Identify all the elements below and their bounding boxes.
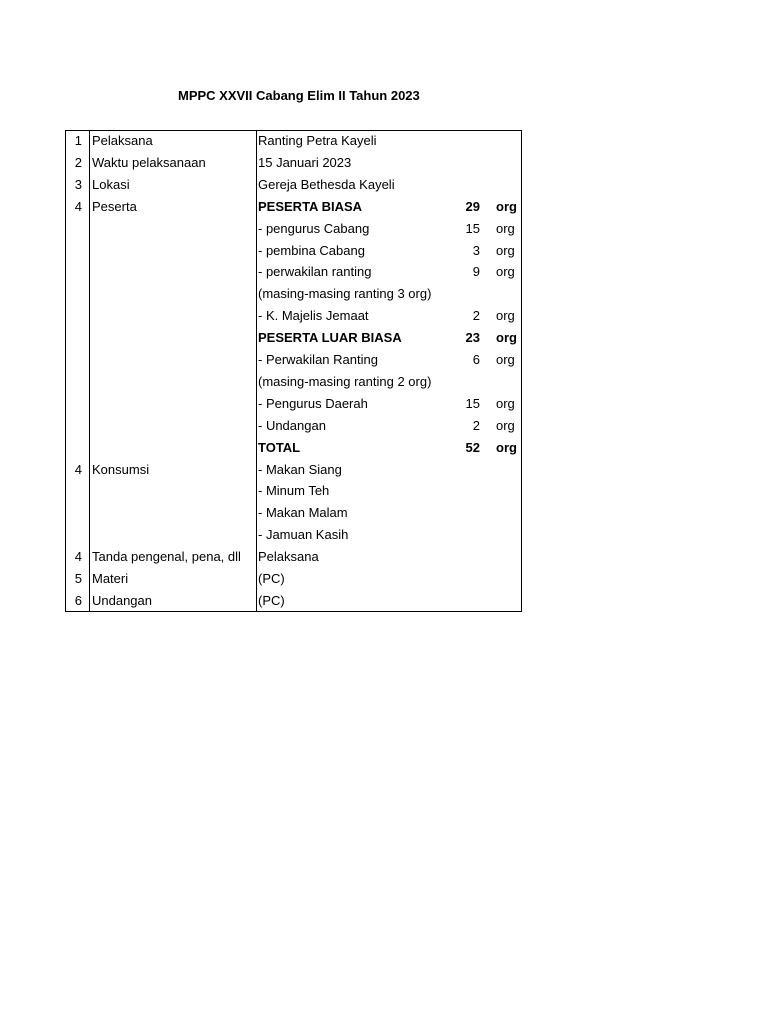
- table-row: [66, 240, 521, 262]
- detail-text: (PC): [258, 571, 285, 586]
- participant-count: 15: [465, 395, 480, 411]
- participant-count: 29: [465, 198, 480, 214]
- row-number: 1: [74, 133, 82, 148]
- table-row: [66, 437, 521, 459]
- row-number: 5: [74, 571, 82, 586]
- row-number: 6: [74, 592, 82, 608]
- table-row: [66, 459, 521, 481]
- detail-text: - Makan Siang: [258, 461, 342, 477]
- table-row: [66, 568, 521, 590]
- detail-text: - Undangan: [258, 417, 326, 433]
- item-label: Lokasi: [92, 176, 130, 192]
- participant-count: 9: [472, 264, 480, 280]
- table-row: [66, 480, 521, 502]
- detail-text: - Makan Malam: [258, 505, 348, 521]
- detail-text: - K. Majelis Jemaat: [258, 308, 369, 324]
- detail-text: - perwakilan ranting: [258, 264, 372, 280]
- row-number: 4: [74, 461, 82, 477]
- detail-text: (masing-masing ranting 3 org): [258, 286, 432, 302]
- participant-count: 6: [472, 352, 480, 367]
- item-label: Peserta: [92, 198, 137, 214]
- count-unit: org: [496, 439, 517, 455]
- table-row: [66, 524, 521, 546]
- row-number: 3: [74, 176, 82, 192]
- detail-text: - pengurus Cabang: [258, 220, 370, 236]
- item-label: Undangan: [92, 592, 152, 608]
- participant-count: 2: [472, 417, 480, 433]
- table-row: [66, 415, 521, 437]
- detail-text: TOTAL: [258, 439, 301, 455]
- item-label: Materi: [92, 571, 129, 586]
- table-row: [66, 393, 521, 415]
- item-label: Konsumsi: [92, 461, 150, 477]
- table-row: [66, 590, 521, 612]
- detail-text: - Perwakilan Ranting: [258, 352, 378, 367]
- detail-text: Pelaksana: [258, 549, 319, 565]
- count-unit: org: [496, 395, 515, 411]
- detail-text: PESERTA BIASA: [258, 198, 363, 214]
- count-unit: org: [496, 330, 517, 346]
- count-unit: org: [496, 242, 515, 258]
- item-label: Waktu pelaksanaan: [92, 154, 206, 170]
- table-row: [66, 502, 521, 524]
- participant-count: 2: [472, 308, 480, 324]
- count-unit: org: [496, 417, 515, 433]
- table-row: [66, 152, 521, 174]
- count-unit: org: [496, 308, 515, 324]
- table-row: [66, 174, 521, 196]
- participant-count: 52: [465, 439, 480, 455]
- detail-text: (masing-masing ranting 2 org): [258, 373, 432, 389]
- table-row: [66, 305, 521, 327]
- detail-text: PESERTA LUAR BIASA: [258, 330, 402, 346]
- table-row: [66, 283, 521, 305]
- participant-count: 15: [465, 220, 480, 236]
- table-row: [66, 371, 521, 393]
- detail-text: - Pengurus Daerah: [258, 395, 368, 411]
- table-row: [66, 349, 521, 371]
- document-title: MPPC XXVII Cabang Elim II Tahun 2023: [178, 88, 420, 103]
- count-unit: org: [496, 198, 517, 214]
- table-row: [66, 218, 521, 240]
- item-label: Pelaksana: [92, 133, 153, 148]
- table-row: [66, 327, 521, 349]
- detail-text: - Jamuan Kasih: [258, 527, 349, 543]
- count-unit: org: [496, 220, 515, 236]
- detail-text: Gereja Bethesda Kayeli: [258, 176, 395, 192]
- count-unit: org: [496, 352, 515, 367]
- detail-text: (PC): [258, 592, 285, 608]
- row-number: 2: [74, 154, 82, 170]
- detail-text: - Minum Teh: [258, 483, 330, 499]
- table-row: [66, 196, 521, 218]
- activity-table: [65, 130, 522, 612]
- detail-text: - pembina Cabang: [258, 242, 365, 258]
- detail-text: 15 Januari 2023: [258, 154, 352, 170]
- table-row: [66, 130, 521, 152]
- count-unit: org: [496, 264, 515, 280]
- row-number: 4: [74, 549, 82, 565]
- row-number: 4: [74, 198, 82, 214]
- table-row: [66, 261, 521, 283]
- item-label: Tanda pengenal, pena, dll: [92, 549, 241, 565]
- detail-text: Ranting Petra Kayeli: [258, 133, 377, 148]
- participant-count: 23: [465, 330, 480, 346]
- participant-count: 3: [472, 242, 480, 258]
- table-row: [66, 546, 521, 568]
